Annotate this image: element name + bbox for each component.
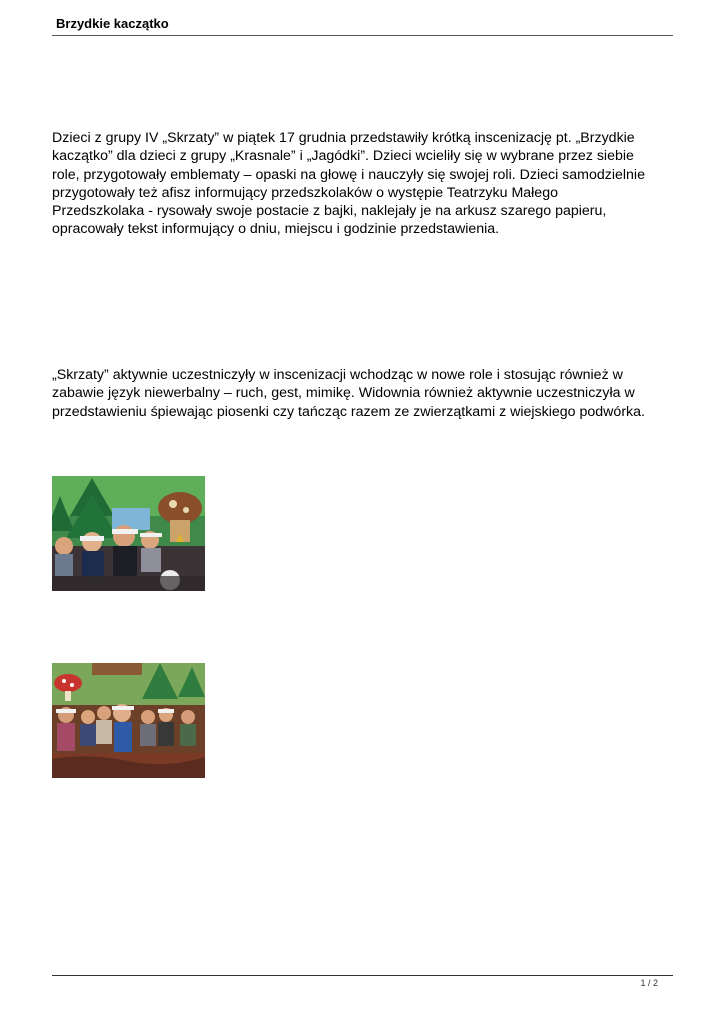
paragraph-1-line: przygotowały też afisz informujący przedszkolaków o występie Teatrzyku Małego <box>52 184 558 201</box>
page-header-title: Brzydkie kaczątko <box>56 16 169 31</box>
paragraph-1-line: opracowały tekst informujący o dniu, miejscu i godzinie przedstawienia. <box>52 221 500 238</box>
header-divider <box>52 35 673 36</box>
performance-photo-2[interactable] <box>52 663 205 778</box>
article-paragraph-2 <box>52 366 677 421</box>
page-number: 1 / 2 <box>640 978 658 988</box>
article-paragraph-1 <box>52 129 677 239</box>
paragraph-1-line: Przedszkolaka - rysowały swoje postacie z bajki, naklejały je na arkusz szarego papieru, <box>52 203 607 220</box>
paragraph-1-line: role, przygotowały emblematy – opaski na głowę i nauczyły się swojej roli. Dzieci samodzielnie <box>52 166 645 183</box>
paragraph-1-line: Dzieci z grupy IV „Skrzaty” w piątek 17 grudnia przedstawiły krótką inscenizację pt. „Brzydkie <box>52 130 635 146</box>
paragraph-1-line: kaczątko” dla dzieci z grupy „Krasnale” i „Jagódki”. Dzieci wcieliły się w wybrane przez siebie <box>52 148 634 165</box>
footer-divider <box>52 975 673 976</box>
paragraph-2-line: „Skrzaty” aktywnie uczestniczyły w inscenizacji wchodząc w nowe role i stosując również w <box>52 367 623 383</box>
paragraph-2-line: zabawie język niewerbalny – ruch, gest, mimikę. Widownia również aktywnie uczestniczyła w <box>52 385 635 402</box>
performance-photo-1[interactable] <box>52 476 205 591</box>
paragraph-2-line: przedstawieniu śpiewając piosenki czy tańcząc razem ze zwierzątkami z wiejskiego podwórka. <box>52 403 645 420</box>
